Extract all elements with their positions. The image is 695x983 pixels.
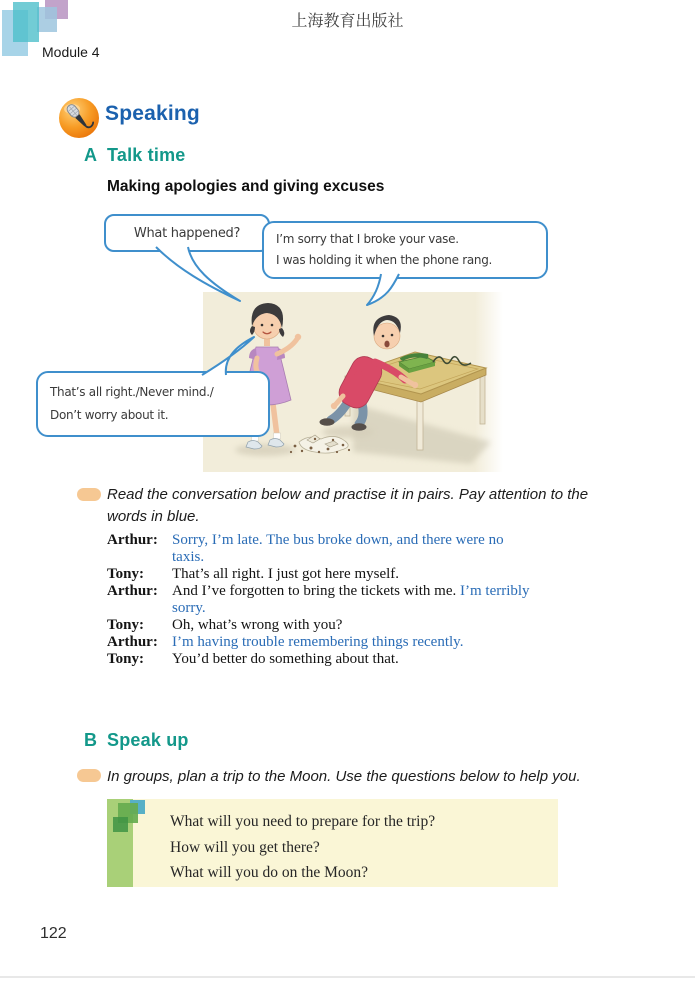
- question-line: What will you need to prepare for the trip?: [170, 813, 436, 830]
- dialogue-line: [107, 600, 667, 617]
- bullet-pill-icon: [77, 769, 101, 782]
- dialogue-text: [172, 634, 463, 651]
- dialogue-segment: I’m having trouble remembering things recently.: [172, 634, 464, 650]
- speech-bubble-all-right: [36, 371, 270, 437]
- dialogue-text: [172, 617, 342, 634]
- bubble-text: I was holding it when the phone rang.: [276, 253, 493, 267]
- dialogue-segment: You’d better do something about that.: [172, 651, 399, 667]
- speaker-name: Arthur:: [107, 634, 158, 650]
- instruction-b-text: In groups, plan a trip to the Moon. Use the questions below to help you.: [107, 768, 581, 785]
- section-a-title: Talk time: [107, 145, 186, 165]
- bubble-text: That’s all right./Never mind./: [50, 385, 214, 399]
- bubble-text: What happened?: [133, 225, 241, 241]
- page-title-speaking: Speaking: [105, 102, 200, 125]
- speaker-name: [107, 549, 172, 566]
- speaker-name: Arthur:: [107, 583, 158, 599]
- dialogue-line: [107, 617, 667, 634]
- speech-bubble-sorry-vase: [262, 221, 548, 279]
- section-b-title: Speak up: [107, 730, 189, 750]
- dialogue-line: [107, 651, 667, 668]
- dialogue-line: [107, 549, 667, 566]
- instruction-a-text: Read the conversation below and practise it in pairs. Pay attention to the words in blue.: [107, 486, 589, 525]
- dialogue-text: [172, 566, 399, 583]
- microphone-icon: [58, 97, 100, 139]
- dialogue-text: [172, 651, 399, 668]
- dialogue-segment: Oh, what’s wrong with you?: [172, 617, 343, 633]
- dialogue-text: [172, 600, 206, 617]
- page-number: 122: [40, 925, 67, 942]
- dialogue-line: [107, 566, 667, 583]
- dialogue-line: [107, 532, 667, 549]
- speaker-name: Tony:: [107, 651, 144, 667]
- question-list: [170, 809, 435, 886]
- dialogue-segment: Sorry, I’m late. The bus broke down, and there were no: [172, 532, 504, 548]
- dialogue-text: [172, 532, 504, 549]
- speaker-name: Arthur:: [107, 532, 158, 548]
- bullet-pill-icon: [77, 488, 101, 501]
- dialogue-segment: taxis.: [172, 549, 205, 565]
- module-label: Module 4: [42, 44, 100, 60]
- bubble-text: Don’t worry about it.: [50, 408, 169, 422]
- dialogue-segment: That’s all right. I just got here myself.: [172, 566, 400, 582]
- speaker-name: Tony:: [107, 566, 144, 582]
- speech-bubble-what-happened: [104, 214, 270, 252]
- dialogue-segment: And I’ve forgotten to bring the tickets with me.: [172, 583, 460, 599]
- question-line: What will you do on the Moon?: [170, 864, 369, 881]
- section-a-letter: A: [84, 145, 97, 165]
- dialogue-line: [107, 634, 667, 651]
- speaker-name: Tony:: [107, 617, 144, 633]
- section-a-subtitle: Making apologies and giving excuses: [107, 178, 385, 195]
- dialogue: [107, 532, 667, 668]
- dialogue-line: [107, 583, 667, 600]
- publisher-title: 上海教育出版社: [291, 13, 404, 30]
- section-b-letter: B: [84, 730, 97, 750]
- question-line: How will you get there?: [170, 838, 320, 856]
- dialogue-segment: I’m terribly: [460, 583, 530, 599]
- dialogue-text: [172, 583, 530, 600]
- page-bottom-edge: [0, 976, 695, 978]
- bubble-text: I’m sorry that I broke your vase.: [276, 232, 459, 246]
- speaker-name: [107, 600, 172, 617]
- dialogue-segment: sorry.: [172, 600, 206, 616]
- decor-square-darkgreen: [113, 817, 128, 832]
- dialogue-text: [172, 549, 204, 566]
